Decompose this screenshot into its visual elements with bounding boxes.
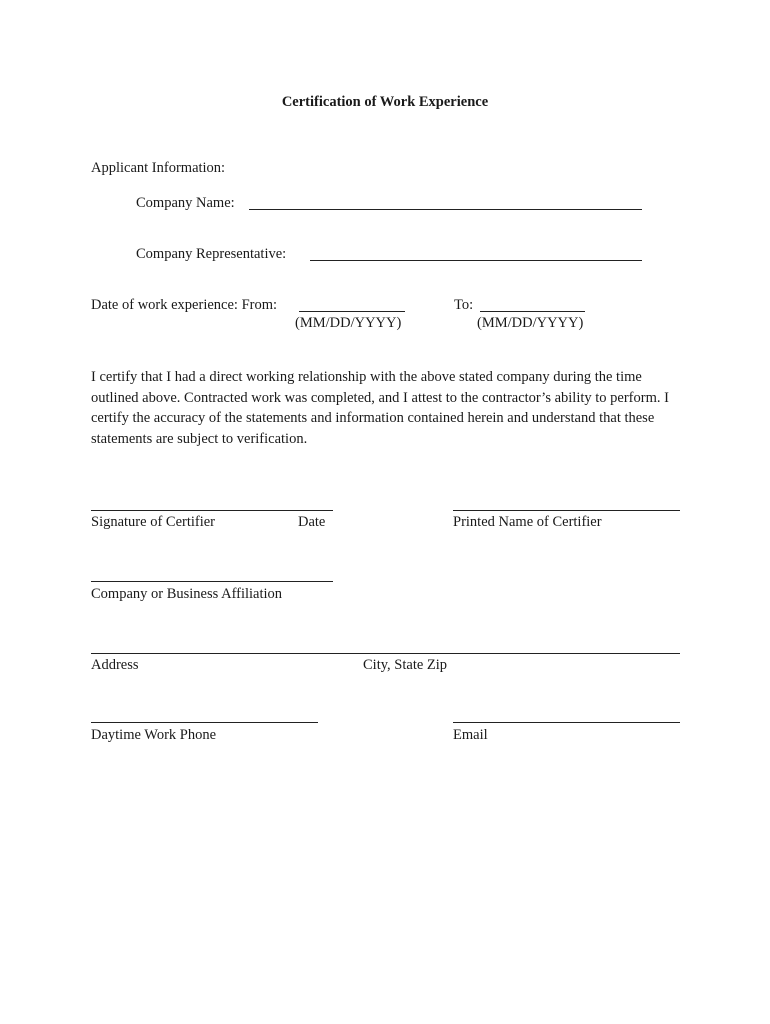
email-label: Email bbox=[453, 727, 488, 743]
applicant-info-heading: Applicant Information: bbox=[91, 160, 226, 176]
document-title: Certification of Work Experience bbox=[281, 94, 489, 110]
signature-label: Signature of Certifier bbox=[91, 514, 216, 530]
city-state-zip-label: City, State Zip bbox=[363, 657, 448, 673]
printed-name-field[interactable] bbox=[453, 510, 680, 511]
company-name-field[interactable] bbox=[249, 209, 642, 210]
affiliation-label: Company or Business Affiliation bbox=[91, 586, 283, 602]
company-representative-label: Company Representative: bbox=[136, 246, 287, 262]
date-to-field[interactable] bbox=[480, 311, 585, 312]
company-name-label: Company Name: bbox=[136, 195, 235, 211]
date-from-field[interactable] bbox=[299, 311, 405, 312]
affiliation-field[interactable] bbox=[91, 581, 333, 582]
phone-field[interactable] bbox=[91, 722, 318, 723]
certification-statement: I certify that I had a direct working relationship with the above stated company during the time outlined above. Contracted work was completed, and I attest to the contractor’s ability to perform. I certify the accuracy of the statements and information contained herein and understand that these statements are subject to verification. bbox=[91, 369, 669, 447]
email-field[interactable] bbox=[453, 722, 680, 723]
date-to-label: To: bbox=[454, 297, 474, 313]
date-label: Date bbox=[298, 514, 326, 530]
address-label: Address bbox=[91, 657, 139, 673]
address-field[interactable] bbox=[91, 653, 680, 654]
company-representative-field[interactable] bbox=[310, 260, 642, 261]
date-to-format: (MM/DD/YYYY) bbox=[477, 315, 584, 331]
date-from-label: Date of work experience: From: bbox=[91, 297, 278, 313]
signature-date-field[interactable] bbox=[91, 510, 333, 511]
phone-label: Daytime Work Phone bbox=[91, 727, 217, 743]
printed-name-label: Printed Name of Certifier bbox=[453, 514, 602, 530]
date-from-format: (MM/DD/YYYY) bbox=[295, 315, 402, 331]
